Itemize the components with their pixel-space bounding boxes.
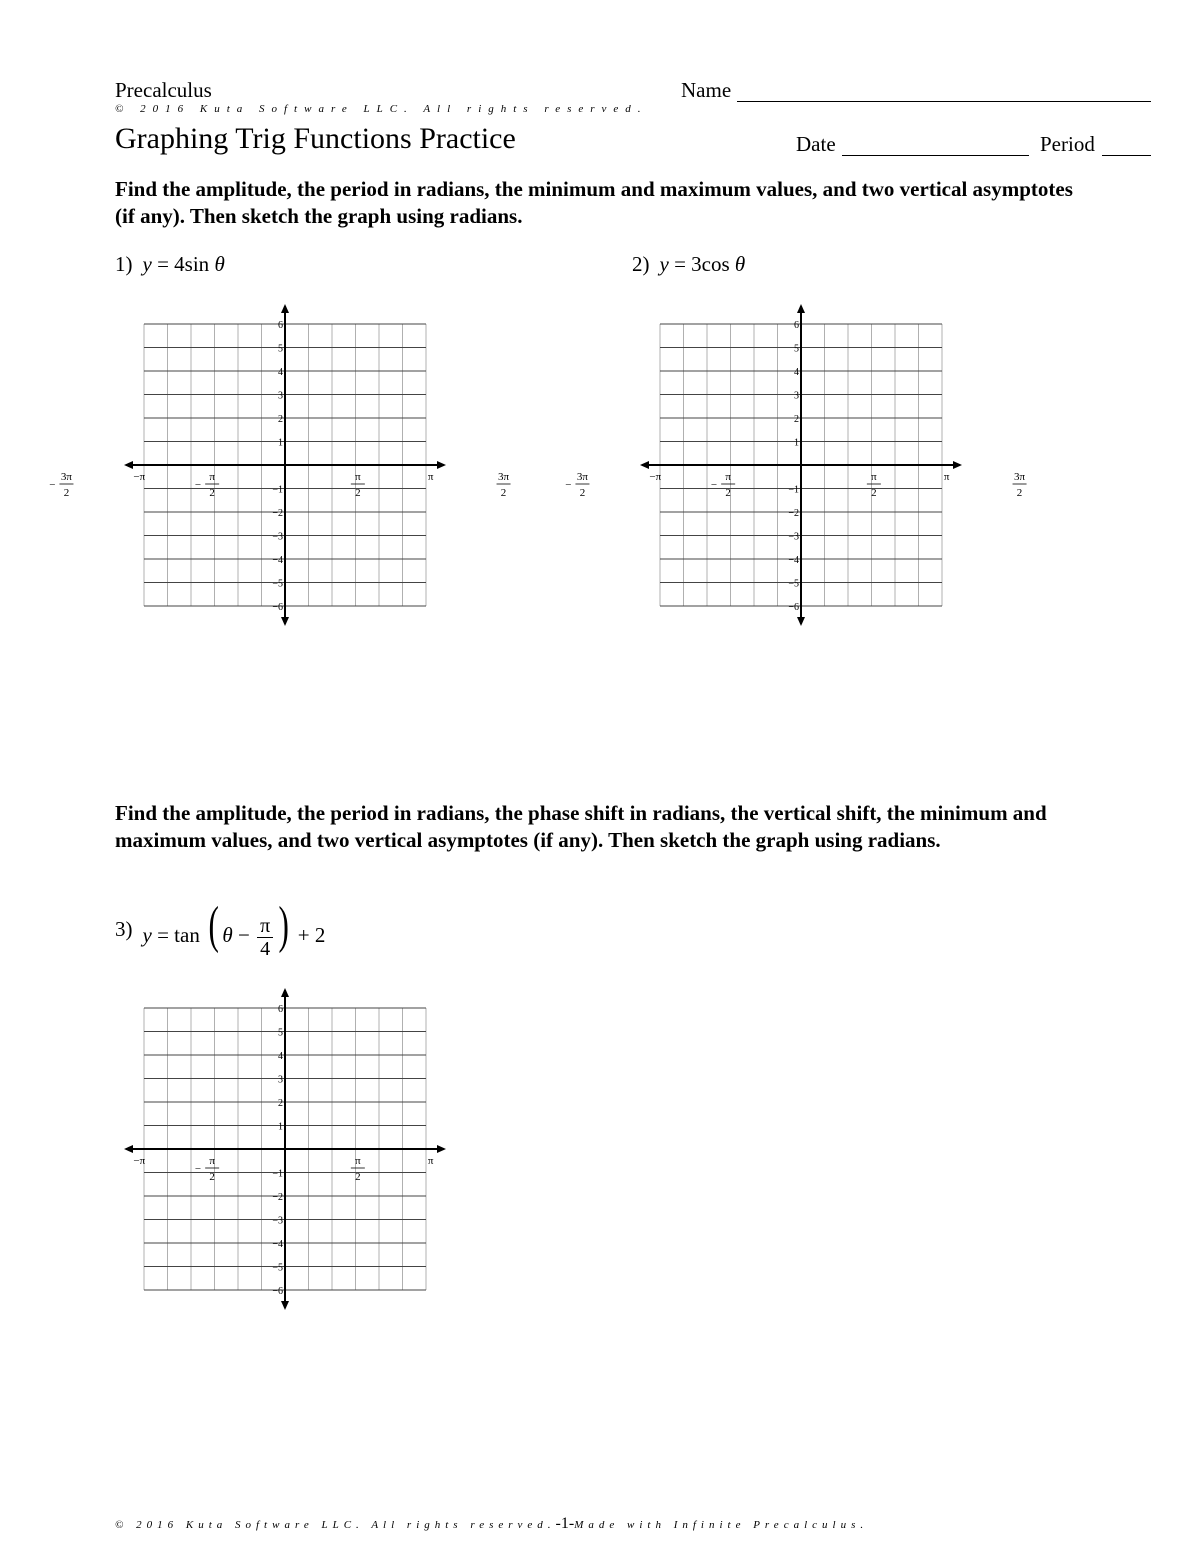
x-tick-label bbox=[944, 471, 950, 483]
y-tick-label: 3 bbox=[278, 1074, 283, 1086]
svg-text:2: 2 bbox=[209, 487, 215, 499]
problem-1-equation: y = 4sin θ bbox=[142, 252, 225, 276]
y-tick-label: −1 bbox=[272, 1168, 283, 1180]
footer-copyright: © 2016 Kuta Software LLC. All rights reserved. bbox=[115, 1519, 556, 1531]
y-axis-up-arrow-icon bbox=[281, 988, 289, 997]
svg-text:π: π bbox=[355, 471, 361, 483]
y-tick-label: −6 bbox=[788, 602, 799, 613]
svg-text:π: π bbox=[943, 471, 950, 483]
y-tick-label: 6 bbox=[794, 320, 799, 331]
footer-made-with: Made with Infinite Precalculus. bbox=[574, 1519, 869, 1531]
svg-text:−π: −π bbox=[649, 471, 662, 483]
svg-text:2: 2 bbox=[579, 487, 586, 499]
svg-text:π: π bbox=[725, 471, 731, 483]
graph-3[interactable] bbox=[133, 988, 461, 1310]
svg-text:2: 2 bbox=[725, 487, 731, 499]
y-tick-label: −2 bbox=[272, 1192, 283, 1203]
y-tick-label: −1 bbox=[272, 484, 283, 496]
svg-text:3π: 3π bbox=[60, 471, 72, 483]
svg-text:π: π bbox=[209, 471, 215, 483]
y-tick-label: −6 bbox=[272, 1286, 283, 1297]
section2-instructions: Find the amplitude, the period in radians, the phase shift in radians, the vertical shift, the minimum and maximum values, and two vertical asymptotes (if any). Then sketch the graph using radians. bbox=[115, 801, 1047, 852]
y-tick-label: −2 bbox=[788, 508, 799, 519]
graph-2[interactable] bbox=[565, 304, 1026, 626]
y-tick-label: −3 bbox=[788, 531, 799, 543]
x-tick-label bbox=[867, 471, 881, 499]
x-tick-label bbox=[49, 471, 73, 499]
x-tick-label bbox=[195, 471, 219, 499]
y-tick-label: 3 bbox=[278, 390, 283, 402]
x-tick-label bbox=[428, 471, 434, 483]
y-tick-label: 2 bbox=[278, 414, 283, 425]
y-tick-label: 6 bbox=[278, 320, 283, 331]
problem-1-number: 1) bbox=[115, 252, 133, 276]
svg-text:−: − bbox=[565, 479, 572, 491]
y-axis-up-arrow-icon bbox=[797, 304, 805, 313]
x-tick-label bbox=[711, 471, 735, 499]
y-tick-label: −5 bbox=[272, 578, 283, 590]
svg-text:2: 2 bbox=[209, 1171, 215, 1183]
x-axis-left-arrow-icon bbox=[640, 461, 649, 469]
y-tick-label: −2 bbox=[272, 508, 283, 519]
y-tick-label: 5 bbox=[278, 1027, 283, 1039]
x-tick-label bbox=[351, 1155, 365, 1183]
page-title: Graphing Trig Functions Practice bbox=[115, 122, 516, 155]
svg-text:3π: 3π bbox=[1014, 471, 1026, 483]
problem-1 bbox=[115, 252, 225, 277]
x-axis-right-arrow-icon bbox=[953, 461, 962, 469]
svg-text:3π: 3π bbox=[576, 471, 588, 483]
x-axis-right-arrow-icon bbox=[437, 461, 446, 469]
period-field[interactable] bbox=[1102, 155, 1151, 156]
y-tick-label: −5 bbox=[272, 1262, 283, 1274]
problem-2 bbox=[632, 252, 745, 277]
svg-text:π: π bbox=[209, 1155, 215, 1167]
x-tick-label bbox=[133, 471, 145, 483]
svg-text:−: − bbox=[194, 1163, 202, 1175]
svg-text:2: 2 bbox=[355, 487, 361, 499]
svg-text:−π: −π bbox=[133, 471, 146, 483]
problem-3-number: 3) bbox=[115, 917, 133, 942]
svg-text:π: π bbox=[355, 1155, 361, 1167]
x-tick-label bbox=[133, 1155, 145, 1167]
svg-text:2: 2 bbox=[871, 487, 877, 499]
x-axis-left-arrow-icon bbox=[124, 461, 133, 469]
y-tick-label: 5 bbox=[278, 343, 283, 355]
svg-text:π: π bbox=[427, 1155, 434, 1167]
x-axis-right-arrow-icon bbox=[437, 1145, 446, 1153]
footer bbox=[115, 1515, 868, 1533]
y-tick-label: −5 bbox=[788, 578, 799, 590]
y-tick-label: 2 bbox=[794, 414, 799, 425]
problem-2-equation: y = 3cos θ bbox=[659, 252, 746, 276]
y-tick-label: −4 bbox=[788, 555, 799, 566]
problem-2-number: 2) bbox=[632, 252, 650, 276]
name-label: Name bbox=[681, 78, 732, 102]
svg-text:π: π bbox=[427, 471, 434, 483]
y-tick-label: −3 bbox=[272, 1215, 283, 1227]
problem-3 bbox=[115, 897, 326, 960]
page-number: -1- bbox=[555, 1515, 575, 1532]
y-tick-label: −4 bbox=[272, 1239, 283, 1250]
y-tick-label: 6 bbox=[278, 1004, 283, 1015]
x-tick-label bbox=[1013, 471, 1027, 499]
graph-1[interactable] bbox=[49, 304, 510, 626]
svg-text:2: 2 bbox=[500, 487, 507, 499]
y-axis-up-arrow-icon bbox=[281, 304, 289, 313]
name-field[interactable] bbox=[737, 101, 1151, 102]
svg-text:2: 2 bbox=[63, 487, 70, 499]
y-tick-label: 1 bbox=[278, 437, 283, 449]
date-label: Date bbox=[796, 132, 836, 156]
y-tick-label: 1 bbox=[278, 1121, 283, 1133]
y-axis-down-arrow-icon bbox=[281, 1301, 289, 1310]
svg-text:2: 2 bbox=[355, 1171, 361, 1183]
problem-3-equation: y = tan ( θ − $\frac{\pi}{4}$ ) + 2 bbox=[142, 897, 326, 960]
svg-text:−: − bbox=[49, 479, 56, 491]
x-tick-label bbox=[351, 471, 365, 499]
svg-text:−: − bbox=[194, 479, 202, 491]
y-axis-down-arrow-icon bbox=[281, 617, 289, 626]
date-field[interactable] bbox=[842, 155, 1029, 156]
svg-text:2: 2 bbox=[1016, 487, 1023, 499]
y-tick-label: 5 bbox=[794, 343, 799, 355]
svg-text:−π: −π bbox=[133, 1155, 146, 1167]
x-tick-label bbox=[497, 471, 511, 499]
svg-text:π: π bbox=[871, 471, 877, 483]
y-tick-label: −6 bbox=[272, 602, 283, 613]
period-label: Period bbox=[1040, 132, 1095, 156]
x-tick-label bbox=[195, 1155, 219, 1183]
svg-text:−: − bbox=[710, 479, 718, 491]
y-tick-label: 2 bbox=[278, 1098, 283, 1109]
svg-text:3π: 3π bbox=[498, 471, 510, 483]
x-tick-label bbox=[428, 1155, 434, 1167]
y-tick-label: 1 bbox=[794, 437, 799, 449]
x-tick-label bbox=[565, 471, 589, 499]
x-axis-left-arrow-icon bbox=[124, 1145, 133, 1153]
copyright-notice: © 2016 Kuta Software LLC. All rights reserved. bbox=[115, 103, 648, 115]
y-tick-label: 4 bbox=[278, 367, 283, 378]
y-tick-label: −3 bbox=[272, 531, 283, 543]
course-name: Precalculus bbox=[115, 78, 212, 102]
y-tick-label: 3 bbox=[794, 390, 799, 402]
section1-instructions: Find the amplitude, the period in radians, the minimum and maximum values, and two vertical asymptotes (if any). Then sketch the graph using radians. bbox=[115, 177, 1073, 228]
x-tick-label bbox=[649, 471, 661, 483]
y-tick-label: 4 bbox=[794, 367, 799, 378]
y-tick-label: −1 bbox=[788, 484, 799, 496]
y-tick-label: −4 bbox=[272, 555, 283, 566]
y-tick-label: 4 bbox=[278, 1051, 283, 1062]
y-axis-down-arrow-icon bbox=[797, 617, 805, 626]
